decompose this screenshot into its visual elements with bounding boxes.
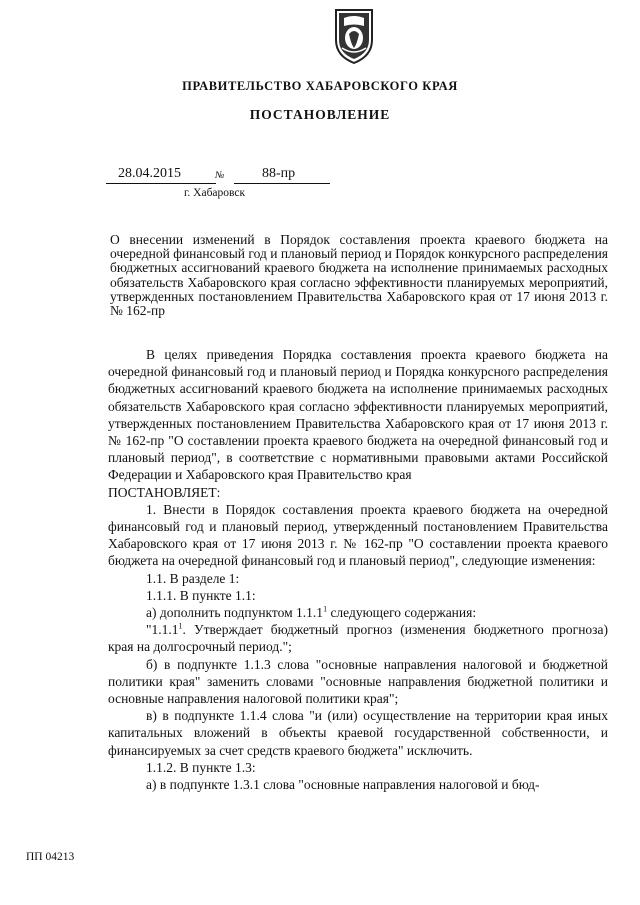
paragraph-1-1-2: 1.1.2. В пункте 1.3:: [146, 759, 256, 775]
resolves-heading: ПОСТАНОВЛЯЕТ:: [108, 484, 221, 500]
quote-text: . Утверждает бюджетный прогноз (изменения бюджетного прогноза) края на долгосрочный период.";: [108, 622, 608, 655]
subparagraph-a-2: а) в подпункте 1.3.1 слова "основные направления налоговой и бюд-: [146, 777, 540, 793]
paragraph-1-1-1: 1.1.1. В пункте 1.1:: [146, 587, 256, 603]
number-underline: [234, 183, 330, 184]
subparagraph-a: [108, 604, 608, 621]
paragraph-1: 1. Внести в Порядок составления проекта краевого бюджета на очередной финансовый год и плановый период, утвержденный постановлением Правительства Хабаровского края от 17 июня 2013 г. № 162-пр "О составлении проекта краевого бюджета на очередной финансовый год и плановый период", следующие изменения:: [108, 501, 608, 569]
document-type: ПОСТАНОВЛЕНИЕ: [249, 107, 391, 122]
document-number: 88-пр: [262, 166, 296, 181]
quoted-provision: [108, 621, 608, 655]
subparagraph-b: б) в подпункте 1.1.3 слова "основные направления налоговой и бюджетной политики края" заменить словами "основные направления бюджетной политики и основные направления налоговой политики края";: [108, 656, 608, 707]
superscript: 1: [178, 621, 183, 631]
subparagraph-v: в) в подпункте 1.1.4 слова "и (или) осуществление на территории края иных капитальных вложений в объекты краевой государственной собственности, и финансируемых за счет средств краевого бюджета" исключить.: [108, 708, 608, 758]
number-sign: №: [215, 170, 225, 181]
footer-code: ПП 04213: [26, 851, 75, 863]
city: г. Хабаровск: [184, 187, 246, 199]
superscript: 1: [323, 604, 328, 614]
date-underline: [106, 183, 216, 184]
subparagraph-a-tail: следующего содержания:: [327, 605, 477, 621]
document-date: 28.04.2015: [118, 166, 181, 181]
paragraph-1-1: 1.1. В разделе 1:: [146, 570, 240, 586]
subparagraph-a-text: а) дополнить подпунктом 1.1.1: [146, 605, 324, 621]
coat-of-arms-emblem: [330, 6, 378, 66]
government-heading: ПРАВИТЕЛЬСТВО ХАБАРОВСКОГО КРАЯ: [182, 79, 458, 93]
document-subject: О внесении изменений в Порядок составления проекта краевого бюджета на очередной финансовый год и плановый период и Порядок конкурсного распределения бюджетных ассигнований краевого бюджета на исполнение принимаемых расходных обязательств Хабаровского края согласно эффективности планируемых мероприятий, утвержденных постановлением Правительства Хабаровского края от 17 июня 2013 г. № 162-пр: [110, 232, 608, 319]
document-body: [108, 346, 608, 793]
preamble-paragraph: В целях приведения Порядка составления проекта краевого бюджета на очередной финансовый год и плановый период и Порядка конкурсного распределения бюджетных ассигнований краевого бюджета на исполнение принимаемых расходных обязательств Хабаровского края согласно эффективности планируемых мероприятий, утвержденных постановлением Правительства Хабаровского края от 17 июня 2013 г. № 162-пр "О составлении проекта краевого бюджета на очередной финансовый год и плановый период", в соответствие с нормативными правовыми актами Российской Федерации и Хабаровского края Правительство края: [108, 347, 608, 483]
quote-number: "1.1.1: [146, 622, 179, 638]
